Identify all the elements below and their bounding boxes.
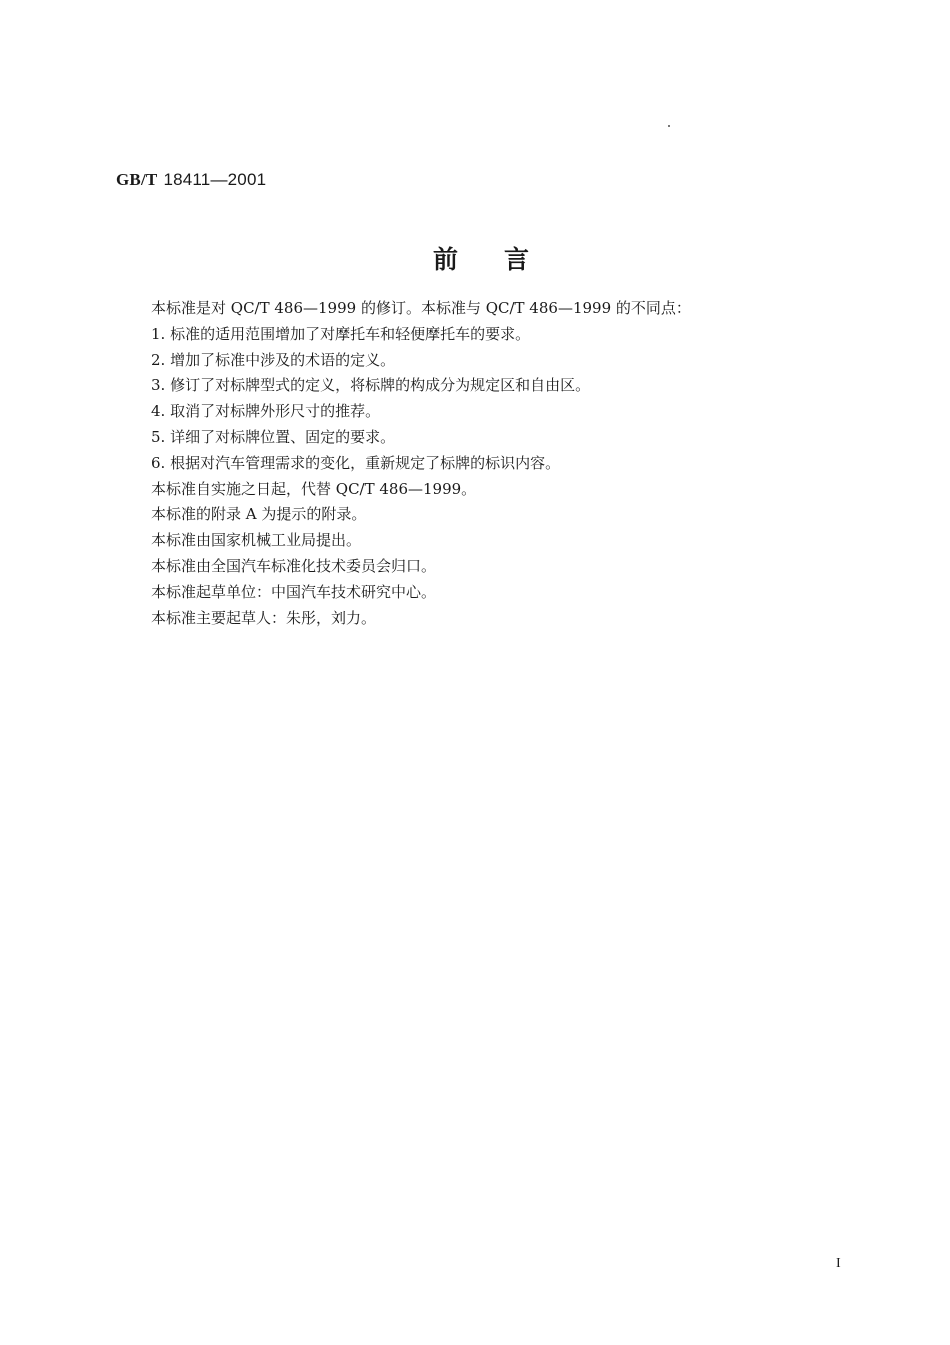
standard-code: 18411—2001 — [163, 170, 267, 189]
scan-speck — [668, 125, 670, 127]
foreword-line: 本标准由全国汽车标准化技术委员会归口。 — [151, 556, 437, 575]
foreword-line: 本标准由国家机械工业局提出。 — [151, 531, 362, 550]
foreword-line: 本标准主要起草人：朱彤，刘力。 — [151, 608, 377, 627]
page-title: 前言 — [433, 245, 576, 274]
foreword-line: 3. 修订了对标牌型式的定义，将标牌的构成分为规定区和自由区。 — [151, 376, 591, 395]
foreword-line: 4. 取消了对标牌外形尺寸的推荐。 — [151, 402, 381, 421]
standard-prefix: GB/T — [116, 170, 158, 189]
foreword-line: 本标准的附录 A 为提示的附录。 — [151, 505, 367, 524]
foreword-line: 2. 增加了标准中涉及的术语的定义。 — [151, 350, 396, 369]
standard-number — [116, 170, 266, 190]
page-number: I — [836, 1256, 841, 1271]
foreword-line: 本标准起草单位：中国汽车技术研究中心。 — [151, 582, 437, 601]
foreword-line: 1. 标准的适用范围增加了对摩托车和轻便摩托车的要求。 — [151, 324, 531, 343]
foreword-line: 6. 根据对汽车管理需求的变化，重新规定了标牌的标识内容。 — [151, 453, 561, 472]
foreword-line: 本标准自实施之日起，代替 QC/T 486—1999。 — [151, 479, 477, 498]
foreword-line: 5. 详细了对标牌位置、固定的要求。 — [151, 427, 396, 446]
foreword-line: 本标准是对 QC/T 486—1999 的修订。本标准与 QC/T 486—1999 的不同点： — [151, 299, 691, 317]
foreword-body — [151, 296, 851, 631]
